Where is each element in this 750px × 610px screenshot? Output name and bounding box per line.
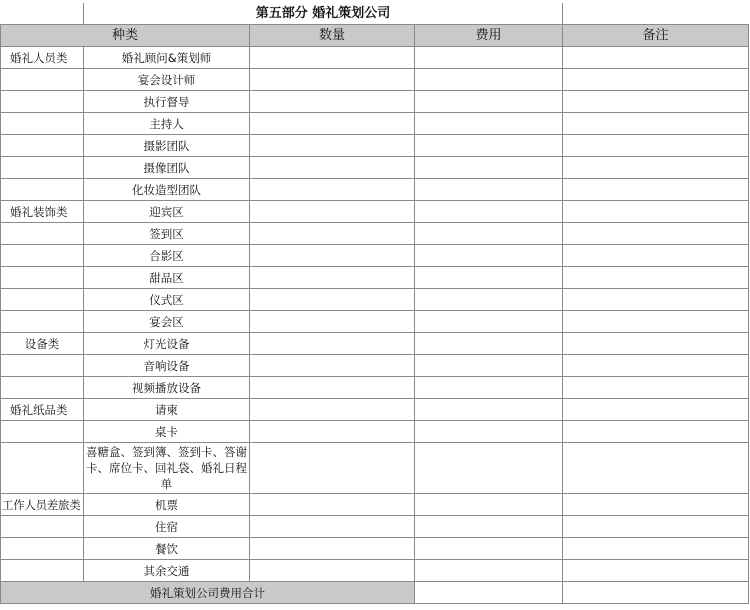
- table-row: [1, 47, 749, 69]
- category-cell: [1, 179, 84, 201]
- cost-cell[interactable]: [415, 47, 563, 69]
- cost-cell[interactable]: [415, 560, 563, 582]
- item-cell: 宴会区: [84, 311, 250, 333]
- item-cell: 摄影团队: [84, 135, 250, 157]
- item-cell: 宴会设计师: [84, 69, 250, 91]
- category-cell: [1, 135, 84, 157]
- note-cell[interactable]: [563, 538, 749, 560]
- item-cell: 合影区: [84, 245, 250, 267]
- note-cell[interactable]: [563, 157, 749, 179]
- note-cell[interactable]: [563, 135, 749, 157]
- note-cell[interactable]: [563, 245, 749, 267]
- quantity-cell[interactable]: [250, 377, 415, 399]
- quantity-cell[interactable]: [250, 311, 415, 333]
- table-row: [1, 421, 749, 443]
- note-cell[interactable]: [563, 223, 749, 245]
- item-cell: 迎宾区: [84, 201, 250, 223]
- category-cell: [1, 289, 84, 311]
- table-row: [1, 113, 749, 135]
- category-cell: [1, 421, 84, 443]
- quantity-cell[interactable]: [250, 494, 415, 516]
- table-row: [1, 560, 749, 582]
- total-cost-cell[interactable]: [415, 582, 563, 604]
- table-row: [1, 333, 749, 355]
- table-row: [1, 267, 749, 289]
- item-cell: 视频播放设备: [84, 377, 250, 399]
- quantity-cell[interactable]: [250, 245, 415, 267]
- note-cell[interactable]: [563, 311, 749, 333]
- item-cell: 灯光设备: [84, 333, 250, 355]
- item-cell: 请柬: [84, 399, 250, 421]
- category-cell: [1, 69, 84, 91]
- table-row: [1, 494, 749, 516]
- item-cell: 餐饮: [84, 538, 250, 560]
- quantity-cell[interactable]: [250, 538, 415, 560]
- quantity-cell[interactable]: [250, 113, 415, 135]
- item-cell: 签到区: [84, 223, 250, 245]
- category-cell: 婚礼纸品类: [1, 399, 84, 421]
- cost-cell[interactable]: [415, 399, 563, 421]
- item-cell: 执行督导: [84, 91, 250, 113]
- note-cell[interactable]: [563, 560, 749, 582]
- cost-cell[interactable]: [415, 421, 563, 443]
- cost-cell[interactable]: [415, 113, 563, 135]
- header-cost: 费用: [415, 25, 563, 47]
- quantity-cell[interactable]: [250, 421, 415, 443]
- item-cell: 其余交通: [84, 560, 250, 582]
- note-cell[interactable]: [563, 267, 749, 289]
- table-row: [1, 69, 749, 91]
- category-cell: [1, 245, 84, 267]
- quantity-cell[interactable]: [250, 267, 415, 289]
- category-cell: [1, 443, 84, 494]
- note-cell[interactable]: [563, 201, 749, 223]
- cost-cell[interactable]: [415, 289, 563, 311]
- quantity-cell[interactable]: [250, 560, 415, 582]
- category-cell: [1, 267, 84, 289]
- table-row: [1, 443, 749, 494]
- category-cell: 婚礼人员类: [1, 47, 84, 69]
- total-note-cell[interactable]: [563, 582, 749, 604]
- quantity-cell[interactable]: [250, 157, 415, 179]
- title-blank-left: [1, 4, 84, 25]
- note-cell[interactable]: [563, 333, 749, 355]
- category-cell: [1, 560, 84, 582]
- cost-cell[interactable]: [415, 157, 563, 179]
- table-row: [1, 179, 749, 201]
- cost-cell[interactable]: [415, 267, 563, 289]
- quantity-cell[interactable]: [250, 201, 415, 223]
- quantity-cell[interactable]: [250, 91, 415, 113]
- note-cell[interactable]: [563, 399, 749, 421]
- header-row: [1, 25, 749, 47]
- cost-cell[interactable]: [415, 201, 563, 223]
- table-row: [1, 538, 749, 560]
- table-row: [1, 91, 749, 113]
- category-cell: [1, 311, 84, 333]
- table-row: [1, 289, 749, 311]
- cost-cell[interactable]: [415, 516, 563, 538]
- title-row: [1, 4, 749, 25]
- item-cell: 摄像团队: [84, 157, 250, 179]
- table-row: [1, 377, 749, 399]
- quantity-cell[interactable]: [250, 135, 415, 157]
- item-cell: 仪式区: [84, 289, 250, 311]
- quantity-cell[interactable]: [250, 179, 415, 201]
- category-cell: 婚礼装饰类: [1, 201, 84, 223]
- quantity-cell[interactable]: [250, 289, 415, 311]
- table-row: [1, 355, 749, 377]
- note-cell[interactable]: [563, 47, 749, 69]
- note-cell[interactable]: [563, 421, 749, 443]
- total-row: [1, 582, 749, 604]
- table-row: [1, 135, 749, 157]
- note-cell[interactable]: [563, 289, 749, 311]
- category-cell: [1, 538, 84, 560]
- cost-cell[interactable]: [415, 494, 563, 516]
- note-cell[interactable]: [563, 377, 749, 399]
- item-cell: 机票: [84, 494, 250, 516]
- table-row: [1, 201, 749, 223]
- total-label: 婚礼策划公司费用合计: [1, 582, 415, 604]
- header-type: 种类: [1, 25, 250, 47]
- note-cell[interactable]: [563, 69, 749, 91]
- quantity-cell[interactable]: [250, 355, 415, 377]
- item-cell: 主持人: [84, 113, 250, 135]
- table-row: [1, 245, 749, 267]
- cost-cell[interactable]: [415, 135, 563, 157]
- item-cell: 化妆造型团队: [84, 179, 250, 201]
- category-cell: [1, 157, 84, 179]
- cost-cell[interactable]: [415, 443, 563, 494]
- table-row: [1, 157, 749, 179]
- note-cell[interactable]: [563, 516, 749, 538]
- table-row: [1, 516, 749, 538]
- category-cell: 工作人员差旅类: [1, 494, 84, 516]
- category-cell: [1, 113, 84, 135]
- category-cell: [1, 516, 84, 538]
- quantity-cell[interactable]: [250, 69, 415, 91]
- note-cell[interactable]: [563, 179, 749, 201]
- cost-cell[interactable]: [415, 179, 563, 201]
- quantity-cell[interactable]: [250, 399, 415, 421]
- category-cell: [1, 377, 84, 399]
- cost-cell[interactable]: [415, 223, 563, 245]
- item-cell: 住宿: [84, 516, 250, 538]
- quantity-cell[interactable]: [250, 333, 415, 355]
- quantity-cell[interactable]: [250, 443, 415, 494]
- note-cell[interactable]: [563, 91, 749, 113]
- note-cell[interactable]: [563, 443, 749, 494]
- cost-cell[interactable]: [415, 69, 563, 91]
- category-cell: 设备类: [1, 333, 84, 355]
- header-quantity: 数量: [250, 25, 415, 47]
- table-row: [1, 223, 749, 245]
- quantity-cell[interactable]: [250, 223, 415, 245]
- item-cell: 婚礼顾问&策划师: [84, 47, 250, 69]
- cost-cell[interactable]: [415, 355, 563, 377]
- note-cell[interactable]: [563, 113, 749, 135]
- table-title: 第五部分 婚礼策划公司: [84, 4, 563, 25]
- planning-cost-table: [0, 3, 749, 604]
- item-cell: 音响设备: [84, 355, 250, 377]
- category-cell: [1, 91, 84, 113]
- table-row: [1, 311, 749, 333]
- quantity-cell[interactable]: [250, 516, 415, 538]
- item-cell: 喜糖盒、签到簿、签到卡、答谢卡、席位卡、回礼袋、婚礼日程单: [84, 443, 250, 494]
- cost-cell[interactable]: [415, 245, 563, 267]
- item-cell: 桌卡: [84, 421, 250, 443]
- quantity-cell[interactable]: [250, 47, 415, 69]
- header-note: 备注: [563, 25, 749, 47]
- item-cell: 甜品区: [84, 267, 250, 289]
- table-row: [1, 399, 749, 421]
- cost-cell[interactable]: [415, 91, 563, 113]
- title-blank-right: [563, 4, 749, 25]
- cost-cell[interactable]: [415, 311, 563, 333]
- note-cell[interactable]: [563, 355, 749, 377]
- cost-cell[interactable]: [415, 538, 563, 560]
- cost-cell[interactable]: [415, 333, 563, 355]
- cost-cell[interactable]: [415, 377, 563, 399]
- note-cell[interactable]: [563, 494, 749, 516]
- category-cell: [1, 355, 84, 377]
- category-cell: [1, 223, 84, 245]
